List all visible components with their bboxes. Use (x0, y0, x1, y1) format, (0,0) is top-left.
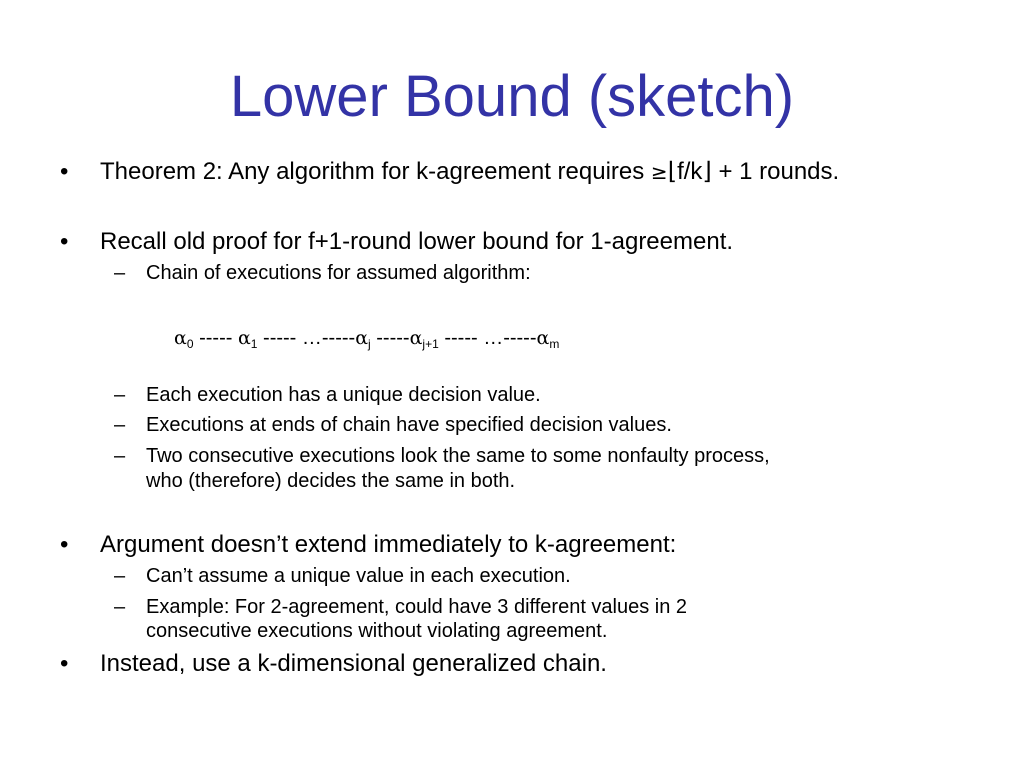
sub-point: Each execution has a unique decision value. (146, 384, 541, 406)
bullet-marker: • (60, 228, 69, 255)
sub-point: Can’t assume a unique value in each execution. (146, 565, 571, 587)
sub-point: Example: For 2-agreement, could have 3 different values in 2 (146, 596, 688, 618)
bullet-marker: • (60, 531, 69, 558)
dash-marker: – (114, 414, 126, 436)
floor-close-symbol: ⌋ (702, 158, 712, 185)
alpha-symbol: α (409, 327, 423, 349)
theorem-line (100, 158, 839, 186)
sub-point-continuation: consecutive executions without violating agreement. (146, 620, 608, 642)
chain-separator: ----- …----- (257, 327, 356, 349)
dash-marker: – (114, 262, 126, 284)
bullet-marker: • (60, 650, 69, 677)
chain-separator: ----- …----- (438, 327, 537, 349)
chain-separator: ----- (370, 327, 410, 349)
alpha-symbol: α (355, 327, 369, 349)
sub-point: Two consecutive executions look the same to some nonfaulty process, (146, 445, 770, 467)
alpha-subscript: j (368, 337, 371, 351)
floor-open-symbol: ⌊ (667, 158, 678, 185)
alpha-subscript: 0 (186, 337, 194, 351)
dash-marker: – (114, 565, 126, 587)
recall-line: Recall old proof for f+1-round lower bound for 1-agreement. (100, 228, 734, 255)
sub-point: Executions at ends of chain have specified decision values. (146, 414, 672, 436)
sub-point-continuation: who (therefore) decides the same in both. (146, 470, 516, 492)
greater-equal-symbol: ≥ (650, 160, 668, 184)
bullet-marker: • (60, 158, 69, 185)
dash-marker: – (114, 445, 126, 467)
execution-chain-formula (174, 326, 559, 350)
alpha-subscript: m (549, 337, 560, 351)
alpha-symbol: α (536, 327, 550, 349)
alpha-subscript: j+1 (422, 337, 439, 351)
chain-intro-line: Chain of executions for assumed algorithm: (146, 262, 531, 284)
theorem-suffix: + 1 rounds. (711, 158, 840, 185)
theorem-prefix: Theorem 2: Any algorithm for k-agreement requires (100, 158, 651, 185)
dash-marker: – (114, 596, 126, 618)
chain-separator: ----- (193, 327, 238, 349)
slide-title: Lower Bound (sketch) (229, 64, 795, 129)
alpha-symbol: α (174, 327, 187, 349)
alpha-subscript: 1 (250, 337, 258, 351)
alpha-symbol: α (237, 327, 251, 349)
instead-line: Instead, use a k-dimensional generalized chain. (100, 650, 607, 677)
argument-line: Argument doesn’t extend immediately to k-agreement: (100, 531, 677, 558)
floor-content: f/k (677, 158, 703, 185)
dash-marker: – (114, 384, 126, 406)
